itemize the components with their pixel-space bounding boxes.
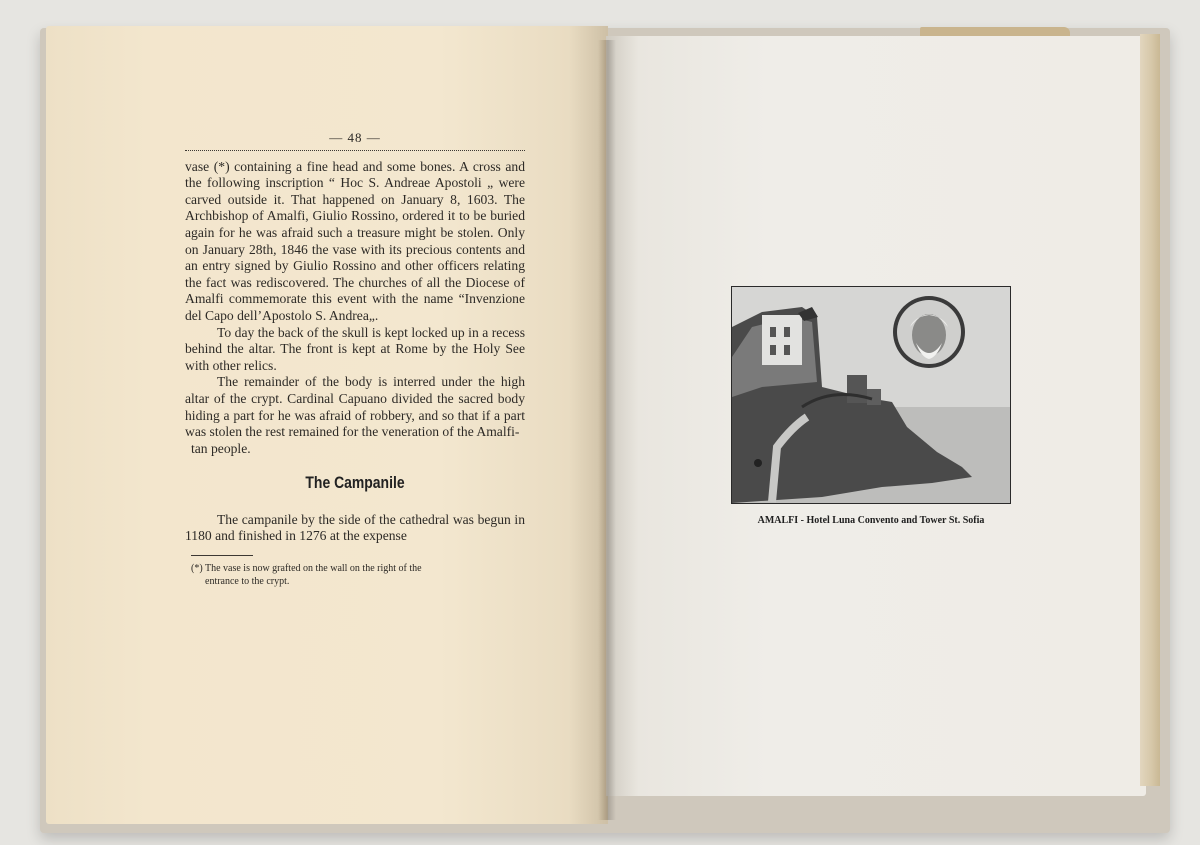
paragraph-vase: vase (*) containing a fine head and some bones. A cross and the following inscription “ Hoc S. Andreae Apostoli „ were carved outside it. That happened on January 8, 1603. The Archbishop of Amalfi, Giulio Rossino, ordered it to be buried again for he was afraid such a treasure might be stolen. Only on January 28th, 1846 the vase with its precious contents and an entry signed by Giulio Rossino and other officers relating the fact was rediscovered. The churches of all the Diocese of Amalfi commemorate this event with the name “Invenzione del Capo dell’Apostolo S. Andrea„. xyxy=(185,158,525,323)
page-stack-edge xyxy=(1140,34,1160,786)
paragraph-remainder: The remainder of the body is interred under the high altar of the crypt. Cardinal Capuano divided the sacred body hiding a part for he was afraid of robbery, and so that if a part was stolen the rest remained for the veneration of the Amalfi- xyxy=(185,374,525,440)
left-page-text xyxy=(185,130,525,588)
figure-person xyxy=(754,459,762,467)
header-rule xyxy=(185,150,525,151)
portrait-face xyxy=(912,314,946,356)
paragraph-skull: To day the back of the skull is kept locked up in a recess behind the altar. The front is kept at Rome by the Holy See with other relics. xyxy=(185,324,525,373)
window xyxy=(770,345,776,355)
hotel-facade xyxy=(762,315,802,365)
book-gutter xyxy=(598,40,616,820)
paragraph-remainder-end: tan people. xyxy=(191,440,251,456)
window xyxy=(784,327,790,337)
section-title-campanile: The Campanile xyxy=(305,473,405,493)
illustration-drawing xyxy=(732,287,1010,503)
footnote-rule xyxy=(191,555,253,556)
illustration-caption: AMALFI - Hotel Luna Convento and Tower St. Sofia xyxy=(757,515,985,526)
page-number: — 48 — xyxy=(329,130,381,145)
window xyxy=(770,327,776,337)
footnote-line-2: entrance to the crypt. xyxy=(205,576,290,588)
footnote-line-1: (*) The vase is now grafted on the wall on the right of the xyxy=(191,563,422,575)
footnote xyxy=(191,562,525,588)
window xyxy=(784,345,790,355)
paragraph-campanile: The campanile by the side of the cathedral was begun in 1180 and finished in 1276 at the expense xyxy=(185,511,525,544)
tower-st-sofia xyxy=(847,375,867,403)
amalfi-illustration xyxy=(731,286,1011,504)
